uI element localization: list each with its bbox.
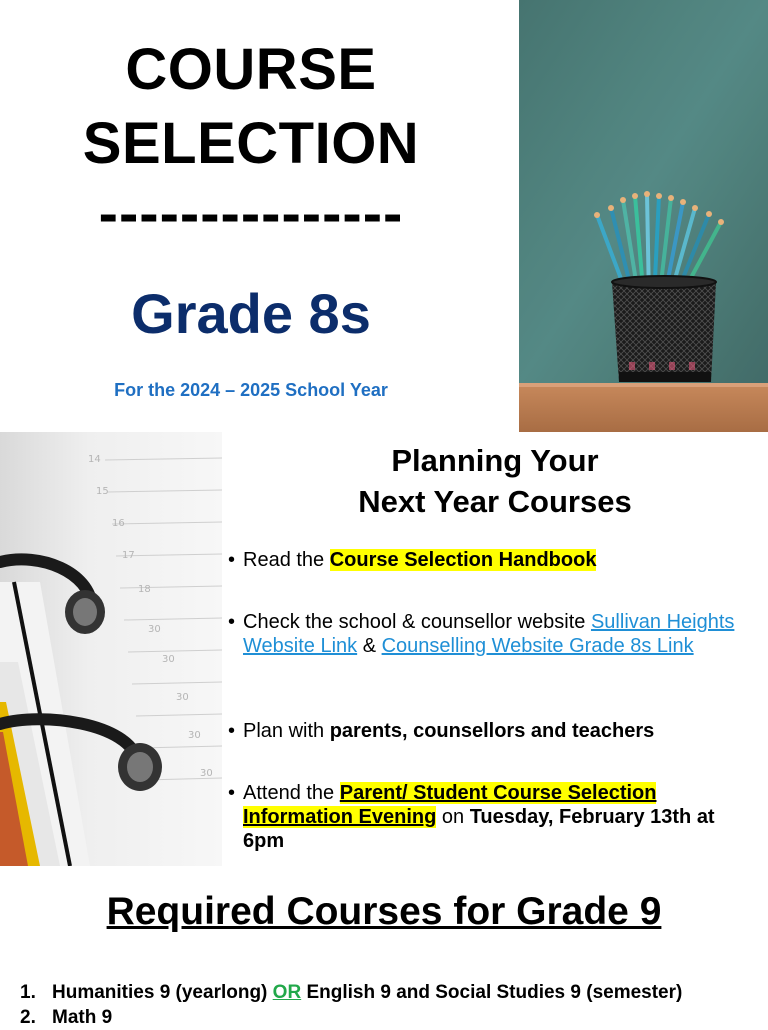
notebook-scale-number: 30 [188, 730, 201, 741]
bullet-dot: • [228, 611, 236, 633]
bullet-dot: • [228, 720, 236, 742]
bullet-dot: • [228, 549, 236, 571]
or-label: OR [272, 982, 302, 1003]
bullet-joiner: & [357, 635, 382, 657]
bullet-plan [228, 719, 758, 743]
title-line-2: SELECTION [82, 111, 420, 176]
title-line-1: COURSE [125, 37, 377, 102]
event-date: Tuesday, February 13th at 6pm [243, 806, 715, 852]
bullet-info-evening [228, 781, 758, 853]
title-divider: --------------- [98, 181, 404, 246]
notebook-scale-number: 14 [88, 454, 101, 465]
course-text: English 9 and Social Studies 9 (semester) [301, 982, 683, 1003]
list-number: 1. [20, 982, 36, 1003]
bullet-joiner: on [436, 806, 470, 828]
bullet-text: Plan with [243, 720, 330, 742]
handbook-highlight: Course Selection Handbook [329, 549, 597, 571]
pencil-cup-photo [519, 0, 768, 432]
bullet-dot: • [228, 782, 236, 804]
required-courses-heading: Required Courses for Grade 9 [106, 890, 662, 933]
notebook-scale-number: 15 [96, 486, 109, 497]
list-item [20, 1005, 768, 1030]
list-item [20, 980, 768, 1005]
counselling-website-link[interactable]: Counselling Website Grade 8s Link [381, 635, 694, 657]
pencil-cup-illustration [519, 0, 768, 432]
planning-heading [222, 440, 768, 522]
bullet-handbook [228, 548, 758, 572]
notebook-scale-number: 16 [112, 518, 125, 529]
notebook-scale-number: 30 [148, 624, 161, 635]
planning-heading-line-1: Planning Your [391, 443, 599, 478]
notebook-photo [0, 432, 222, 866]
planning-heading-line-2: Next Year Courses [358, 484, 632, 519]
bullet-text: Check the school & counsellor website [243, 611, 591, 633]
course-text: Humanities 9 (yearlong) [52, 982, 273, 1003]
notebook-scale-number: 30 [176, 692, 189, 703]
list-number: 2. [20, 1007, 36, 1028]
notebook-scale-number: 18 [138, 584, 151, 595]
school-year-subtitle: For the 2024 – 2025 School Year [114, 380, 388, 400]
bullet-text: Read the [243, 549, 330, 571]
notebook-scale-number: 30 [162, 654, 175, 665]
course-text: Math 9 [52, 1007, 113, 1028]
plan-with-bold: parents, counsellors and teachers [329, 720, 655, 742]
notebook-illustration [0, 432, 222, 866]
info-evening-link[interactable]: Parent/ Student Course Selection Information Evening [243, 782, 657, 828]
title-block [0, 0, 510, 432]
bullet-text: Attend the [243, 782, 340, 804]
grade-heading: Grade 8s [131, 282, 371, 345]
required-course-list [20, 980, 768, 1030]
bullet-websites [228, 610, 758, 658]
notebook-scale-number: 17 [122, 550, 135, 561]
sullivan-heights-website-link[interactable]: Sullivan Heights Website Link [243, 611, 735, 657]
notebook-scale-number: 30 [200, 768, 213, 779]
